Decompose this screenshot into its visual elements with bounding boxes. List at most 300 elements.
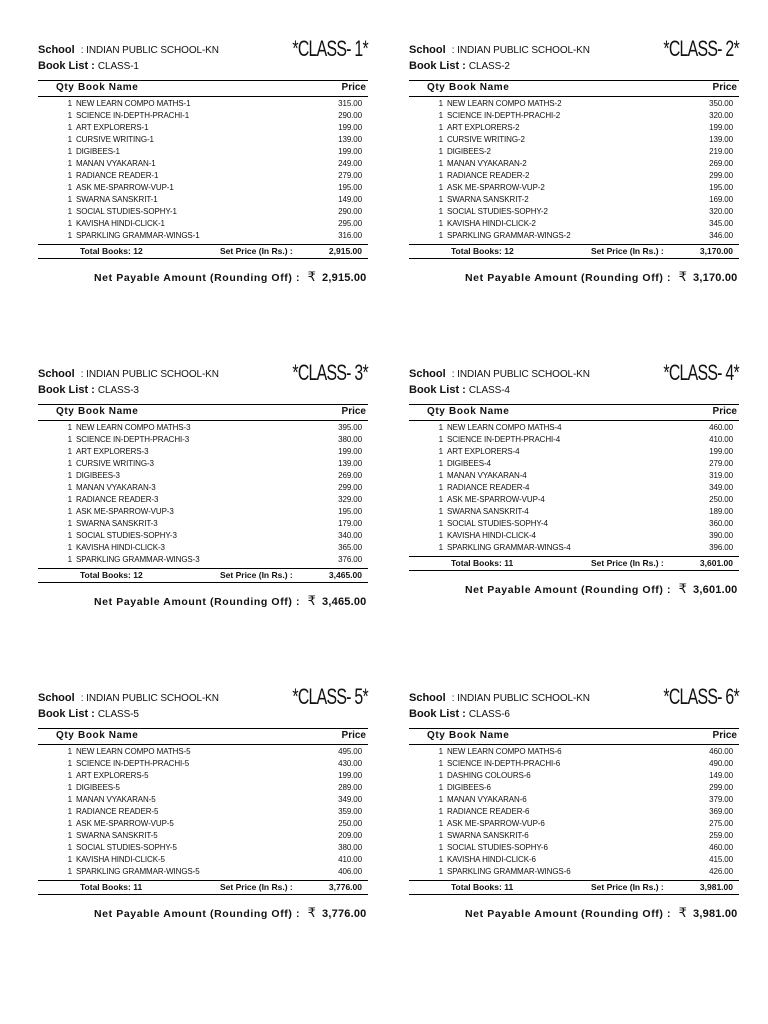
- row-qty: 1: [438, 147, 443, 156]
- row-book-name: DIGIBEES-6: [447, 783, 491, 792]
- row-qty: 1: [67, 759, 72, 768]
- row-book-name: CURSIVE WRITING-2: [447, 135, 525, 144]
- table-row: [38, 830, 368, 842]
- booklist-line: [38, 708, 139, 721]
- total-books: Total Books: 11: [451, 882, 514, 892]
- row-book-name: MANAN VYAKARAN-3: [76, 483, 156, 492]
- class-title: *CLASS- 3*: [292, 360, 368, 385]
- table-row: [409, 206, 739, 218]
- row-qty: 1: [67, 171, 72, 180]
- net-payable-label: Net Payable Amount (Rounding Off) :: [94, 908, 301, 920]
- rupee-icon: ₹: [307, 905, 317, 920]
- row-price: 195.00: [338, 183, 362, 192]
- row-book-name: MANAN VYAKARAN-2: [447, 159, 527, 168]
- row-book-name: KAVISHA HINDI-CLICK-2: [447, 219, 536, 228]
- row-price: 460.00: [709, 843, 733, 852]
- table-row: [38, 206, 368, 218]
- row-book-name: SCIENCE IN-DEPTH-PRACHI-2: [447, 111, 561, 120]
- totals-row: [38, 568, 368, 583]
- booklist-label: Book List :: [409, 60, 466, 72]
- row-qty: 1: [438, 219, 443, 228]
- row-price: 275.00: [709, 819, 733, 828]
- row-qty: 1: [67, 543, 72, 552]
- row-book-name: SWARNA SANSKRIT-4: [447, 507, 529, 516]
- row-qty: 1: [67, 471, 72, 480]
- totals-row: [409, 556, 739, 571]
- table-row: [38, 842, 368, 854]
- row-qty: 1: [67, 747, 72, 756]
- row-price: 426.00: [709, 867, 733, 876]
- booklist-label: Book List :: [38, 384, 95, 396]
- col-qty-header: Qty: [56, 406, 75, 417]
- row-qty: 1: [67, 855, 72, 864]
- row-book-name: SWARNA SANSKRIT-6: [447, 831, 529, 840]
- row-price: 139.00: [338, 459, 362, 468]
- row-book-name: RADIANCE READER-2: [447, 171, 530, 180]
- table-row: [38, 554, 368, 566]
- row-qty: 1: [67, 231, 72, 240]
- table-row: [409, 158, 739, 170]
- row-book-name: NEW LEARN COMPO MATHS-5: [76, 747, 191, 756]
- row-book-name: SPARKLING GRAMMAR-WINGS-3: [76, 555, 200, 564]
- row-price: 299.00: [709, 171, 733, 180]
- row-book-name: SWARNA SANSKRIT-5: [76, 831, 158, 840]
- table-row: [38, 230, 368, 242]
- row-price: 250.00: [709, 495, 733, 504]
- table-row: [38, 518, 368, 530]
- table-row: [38, 794, 368, 806]
- row-price: 495.00: [338, 747, 362, 756]
- table-row: [409, 494, 739, 506]
- table-row: [409, 182, 739, 194]
- total-books: Total Books: 12: [80, 570, 143, 580]
- booklist-line: [409, 384, 510, 397]
- table-row: [409, 518, 739, 530]
- totals-row: [409, 244, 739, 259]
- col-qty-header: Qty: [427, 82, 446, 93]
- row-book-name: SPARKLING GRAMMAR-WINGS-1: [76, 231, 200, 240]
- table-row: [38, 446, 368, 458]
- row-book-name: MANAN VYAKARAN-4: [447, 471, 527, 480]
- row-price: 460.00: [709, 747, 733, 756]
- row-book-name: DIGIBEES-5: [76, 783, 120, 792]
- school-line: [409, 44, 590, 57]
- class-title: *CLASS- 5*: [292, 684, 368, 709]
- row-book-name: CURSIVE WRITING-1: [76, 135, 154, 144]
- row-qty: 1: [67, 507, 72, 516]
- table-row: [409, 770, 739, 782]
- table-header: [38, 80, 368, 97]
- row-price: 290.00: [338, 207, 362, 216]
- table-row: [38, 110, 368, 122]
- table-row: [38, 494, 368, 506]
- school-line: [38, 692, 219, 705]
- net-payable-label: Net Payable Amount (Rounding Off) :: [94, 596, 301, 608]
- row-qty: 1: [438, 435, 443, 444]
- table-header: [38, 404, 368, 421]
- row-price: 360.00: [709, 519, 733, 528]
- row-qty: 1: [438, 495, 443, 504]
- row-book-name: ART EXPLORERS-2: [447, 123, 520, 132]
- row-book-name: ART EXPLORERS-3: [76, 447, 149, 456]
- row-price: 279.00: [338, 171, 362, 180]
- row-book-name: SWARNA SANSKRIT-3: [76, 519, 158, 528]
- col-qty-header: Qty: [56, 82, 75, 93]
- row-book-name: SPARKLING GRAMMAR-WINGS-4: [447, 543, 571, 552]
- net-payable-line: [465, 270, 739, 285]
- row-qty: 1: [67, 159, 72, 168]
- row-qty: 1: [438, 471, 443, 480]
- row-book-name: SCIENCE IN-DEPTH-PRACHI-1: [76, 111, 190, 120]
- table-row: [38, 482, 368, 494]
- row-book-name: MANAN VYAKARAN-1: [76, 159, 156, 168]
- row-book-name: ART EXPLORERS-5: [76, 771, 149, 780]
- row-book-name: NEW LEARN COMPO MATHS-2: [447, 99, 562, 108]
- row-price: 139.00: [338, 135, 362, 144]
- booklist-line: [38, 384, 139, 397]
- row-book-name: RADIANCE READER-6: [447, 807, 530, 816]
- row-qty: 1: [438, 483, 443, 492]
- row-price: 195.00: [709, 183, 733, 192]
- set-price-value: 3,981.00: [699, 882, 733, 892]
- set-price-label: Set Price (In Rs.) :: [591, 882, 664, 892]
- row-qty: 1: [67, 423, 72, 432]
- row-price: 139.00: [709, 135, 733, 144]
- col-book-name-header: Book Name: [449, 730, 510, 741]
- net-payable-amount: 3,776.00: [322, 908, 367, 920]
- row-price: 149.00: [709, 771, 733, 780]
- row-price: 380.00: [338, 435, 362, 444]
- row-book-name: DIGIBEES-3: [76, 471, 120, 480]
- table-row: [409, 446, 739, 458]
- book-table-body: [409, 422, 739, 554]
- row-price: 320.00: [709, 207, 733, 216]
- row-qty: 1: [67, 807, 72, 816]
- row-price: 269.00: [338, 471, 362, 480]
- row-qty: 1: [438, 759, 443, 768]
- booklist-line: [409, 708, 510, 721]
- row-book-name: KAVISHA HINDI-CLICK-3: [76, 543, 165, 552]
- table-row: [409, 530, 739, 542]
- row-book-name: SOCIAL STUDIES-SOPHY-6: [447, 843, 548, 852]
- school-name: : INDIAN PUBLIC SCHOOL-KN: [80, 369, 219, 380]
- row-book-name: RADIANCE READER-3: [76, 495, 159, 504]
- row-qty: 1: [438, 171, 443, 180]
- table-row: [409, 218, 739, 230]
- table-row: [409, 758, 739, 770]
- rupee-icon: ₹: [307, 593, 317, 608]
- table-row: [409, 122, 739, 134]
- total-books: Total Books: 11: [80, 882, 143, 892]
- row-book-name: SOCIAL STUDIES-SOPHY-5: [76, 843, 177, 852]
- row-qty: 1: [67, 111, 72, 120]
- table-row: [38, 146, 368, 158]
- table-row: [409, 506, 739, 518]
- row-price: 350.00: [709, 99, 733, 108]
- table-row: [409, 422, 739, 434]
- row-price: 149.00: [338, 195, 362, 204]
- table-row: [409, 746, 739, 758]
- book-table-body: [38, 422, 368, 566]
- row-qty: 1: [438, 447, 443, 456]
- row-price: 169.00: [709, 195, 733, 204]
- row-price: 329.00: [338, 495, 362, 504]
- row-qty: 1: [67, 783, 72, 792]
- row-price: 396.00: [709, 543, 733, 552]
- row-qty: 1: [67, 831, 72, 840]
- row-qty: 1: [67, 483, 72, 492]
- booklist-label: Book List :: [409, 708, 466, 720]
- row-qty: 1: [438, 783, 443, 792]
- book-table-body: [409, 746, 739, 878]
- row-qty: 1: [438, 519, 443, 528]
- row-price: 179.00: [338, 519, 362, 528]
- row-price: 430.00: [338, 759, 362, 768]
- row-book-name: KAVISHA HINDI-CLICK-4: [447, 531, 536, 540]
- table-row: [38, 758, 368, 770]
- net-payable-amount: 3,465.00: [322, 596, 367, 608]
- col-price-header: Price: [712, 82, 737, 93]
- set-price-value: 3,465.00: [328, 570, 362, 580]
- totals-row: [38, 244, 368, 259]
- school-name: : INDIAN PUBLIC SCHOOL-KN: [80, 45, 219, 56]
- net-payable-line: [465, 906, 739, 921]
- booklist-value: CLASS-3: [97, 385, 139, 396]
- row-book-name: DASHING COLOURS-6: [447, 771, 531, 780]
- col-book-name-header: Book Name: [78, 730, 139, 741]
- row-book-name: MANAN VYAKARAN-6: [447, 795, 527, 804]
- row-price: 199.00: [338, 147, 362, 156]
- table-row: [38, 434, 368, 446]
- row-book-name: KAVISHA HINDI-CLICK-1: [76, 219, 165, 228]
- row-price: 315.00: [338, 99, 362, 108]
- row-book-name: RADIANCE READER-1: [76, 171, 159, 180]
- row-book-name: ASK ME-SPARROW-VUP-4: [447, 495, 545, 504]
- table-row: [409, 794, 739, 806]
- row-qty: 1: [67, 531, 72, 540]
- row-book-name: DIGIBEES-2: [447, 147, 491, 156]
- col-price-header: Price: [341, 406, 366, 417]
- row-price: 319.00: [709, 471, 733, 480]
- row-price: 359.00: [338, 807, 362, 816]
- school-label: School: [38, 692, 75, 704]
- row-qty: 1: [438, 111, 443, 120]
- booklist-value: CLASS-6: [468, 709, 510, 720]
- table-row: [38, 866, 368, 878]
- row-qty: 1: [67, 447, 72, 456]
- row-price: 410.00: [709, 435, 733, 444]
- row-qty: 1: [67, 819, 72, 828]
- table-row: [409, 134, 739, 146]
- table-row: [409, 110, 739, 122]
- col-price-header: Price: [341, 730, 366, 741]
- row-book-name: SPARKLING GRAMMAR-WINGS-2: [447, 231, 571, 240]
- row-price: 289.00: [338, 783, 362, 792]
- table-row: [409, 482, 739, 494]
- school-line: [409, 368, 590, 381]
- table-row: [409, 170, 739, 182]
- row-book-name: RADIANCE READER-5: [76, 807, 159, 816]
- table-row: [409, 146, 739, 158]
- table-header: [409, 80, 739, 97]
- row-price: 290.00: [338, 111, 362, 120]
- row-price: 189.00: [709, 507, 733, 516]
- set-price-value: 3,170.00: [699, 246, 733, 256]
- row-qty: 1: [438, 123, 443, 132]
- row-book-name: SWARNA SANSKRIT-2: [447, 195, 529, 204]
- net-payable-line: [94, 270, 368, 285]
- row-qty: 1: [438, 195, 443, 204]
- net-payable-line: [94, 594, 368, 609]
- table-row: [38, 818, 368, 830]
- book-table-body: [38, 98, 368, 242]
- row-price: 379.00: [709, 795, 733, 804]
- table-row: [38, 170, 368, 182]
- col-qty-header: Qty: [427, 730, 446, 741]
- row-qty: 1: [438, 423, 443, 432]
- col-book-name-header: Book Name: [78, 82, 139, 93]
- row-book-name: SPARKLING GRAMMAR-WINGS-6: [447, 867, 571, 876]
- booklist-value: CLASS-5: [97, 709, 139, 720]
- table-row: [409, 470, 739, 482]
- school-label: School: [409, 692, 446, 704]
- row-book-name: ART EXPLORERS-4: [447, 447, 520, 456]
- table-header: [409, 404, 739, 421]
- row-book-name: DIGIBEES-4: [447, 459, 491, 468]
- set-price-label: Set Price (In Rs.) :: [220, 882, 293, 892]
- net-payable-amount: 3,601.00: [693, 584, 738, 596]
- row-book-name: CURSIVE WRITING-3: [76, 459, 154, 468]
- row-book-name: ASK ME-SPARROW-VUP-5: [76, 819, 174, 828]
- col-book-name-header: Book Name: [449, 406, 510, 417]
- row-qty: 1: [67, 495, 72, 504]
- row-price: 199.00: [709, 123, 733, 132]
- table-row: [409, 458, 739, 470]
- row-qty: 1: [67, 183, 72, 192]
- row-price: 390.00: [709, 531, 733, 540]
- row-price: 340.00: [338, 531, 362, 540]
- row-book-name: SOCIAL STUDIES-SOPHY-4: [447, 519, 548, 528]
- row-book-name: NEW LEARN COMPO MATHS-3: [76, 423, 191, 432]
- row-price: 415.00: [709, 855, 733, 864]
- row-price: 406.00: [338, 867, 362, 876]
- table-row: [38, 506, 368, 518]
- rupee-icon: ₹: [678, 905, 688, 920]
- row-qty: 1: [438, 807, 443, 816]
- row-qty: 1: [67, 771, 72, 780]
- row-price: 295.00: [338, 219, 362, 228]
- set-price-label: Set Price (In Rs.) :: [591, 246, 664, 256]
- table-row: [409, 194, 739, 206]
- row-qty: 1: [438, 747, 443, 756]
- row-qty: 1: [438, 135, 443, 144]
- table-row: [409, 854, 739, 866]
- table-row: [38, 194, 368, 206]
- row-qty: 1: [67, 135, 72, 144]
- row-book-name: ASK ME-SPARROW-VUP-3: [76, 507, 174, 516]
- rupee-icon: ₹: [678, 581, 688, 596]
- row-price: 279.00: [709, 459, 733, 468]
- row-book-name: NEW LEARN COMPO MATHS-6: [447, 747, 562, 756]
- row-qty: 1: [67, 795, 72, 804]
- row-price: 395.00: [338, 423, 362, 432]
- school-label: School: [38, 368, 75, 380]
- table-row: [38, 854, 368, 866]
- row-book-name: SWARNA SANSKRIT-1: [76, 195, 158, 204]
- row-price: 460.00: [709, 423, 733, 432]
- net-payable-line: [94, 906, 368, 921]
- row-price: 199.00: [709, 447, 733, 456]
- row-book-name: RADIANCE READER-4: [447, 483, 530, 492]
- school-name: : INDIAN PUBLIC SCHOOL-KN: [451, 45, 590, 56]
- rupee-icon: ₹: [307, 269, 317, 284]
- row-price: 349.00: [338, 795, 362, 804]
- table-row: [38, 782, 368, 794]
- school-line: [38, 44, 219, 57]
- booklist-line: [38, 60, 139, 73]
- booklist-value: CLASS-1: [97, 61, 139, 72]
- class-title: *CLASS- 2*: [663, 36, 739, 61]
- row-qty: 1: [67, 435, 72, 444]
- row-book-name: SCIENCE IN-DEPTH-PRACHI-3: [76, 435, 190, 444]
- row-qty: 1: [67, 555, 72, 564]
- col-qty-header: Qty: [56, 730, 75, 741]
- class-title: *CLASS- 1*: [292, 36, 368, 61]
- row-price: 410.00: [338, 855, 362, 864]
- class-title: *CLASS- 4*: [663, 360, 739, 385]
- totals-row: [38, 880, 368, 895]
- col-price-header: Price: [341, 82, 366, 93]
- row-price: 320.00: [709, 111, 733, 120]
- row-book-name: KAVISHA HINDI-CLICK-6: [447, 855, 536, 864]
- row-qty: 1: [67, 147, 72, 156]
- row-qty: 1: [438, 543, 443, 552]
- net-payable-amount: 3,981.00: [693, 908, 738, 920]
- booklist-label: Book List :: [38, 60, 95, 72]
- row-qty: 1: [438, 159, 443, 168]
- table-row: [38, 122, 368, 134]
- row-book-name: ASK ME-SPARROW-VUP-1: [76, 183, 174, 192]
- school-label: School: [38, 44, 75, 56]
- row-qty: 1: [67, 99, 72, 108]
- row-price: 269.00: [709, 159, 733, 168]
- row-price: 346.00: [709, 231, 733, 240]
- table-row: [38, 542, 368, 554]
- col-price-header: Price: [712, 406, 737, 417]
- set-price-value: 3,601.00: [699, 558, 733, 568]
- col-qty-header: Qty: [427, 406, 446, 417]
- table-header: [409, 728, 739, 745]
- table-row: [38, 134, 368, 146]
- row-book-name: SCIENCE IN-DEPTH-PRACHI-5: [76, 759, 190, 768]
- col-book-name-header: Book Name: [449, 82, 510, 93]
- set-price-value: 3,776.00: [328, 882, 362, 892]
- row-book-name: SOCIAL STUDIES-SOPHY-1: [76, 207, 177, 216]
- school-label: School: [409, 368, 446, 380]
- table-row: [409, 782, 739, 794]
- row-book-name: SCIENCE IN-DEPTH-PRACHI-6: [447, 759, 561, 768]
- table-row: [409, 830, 739, 842]
- set-price-label: Set Price (In Rs.) :: [220, 246, 293, 256]
- total-books: Total Books: 12: [451, 246, 514, 256]
- row-book-name: SPARKLING GRAMMAR-WINGS-5: [76, 867, 200, 876]
- school-line: [409, 692, 590, 705]
- row-book-name: ART EXPLORERS-1: [76, 123, 149, 132]
- row-price: 299.00: [338, 483, 362, 492]
- table-row: [38, 470, 368, 482]
- row-qty: 1: [438, 867, 443, 876]
- booklist-line: [409, 60, 510, 73]
